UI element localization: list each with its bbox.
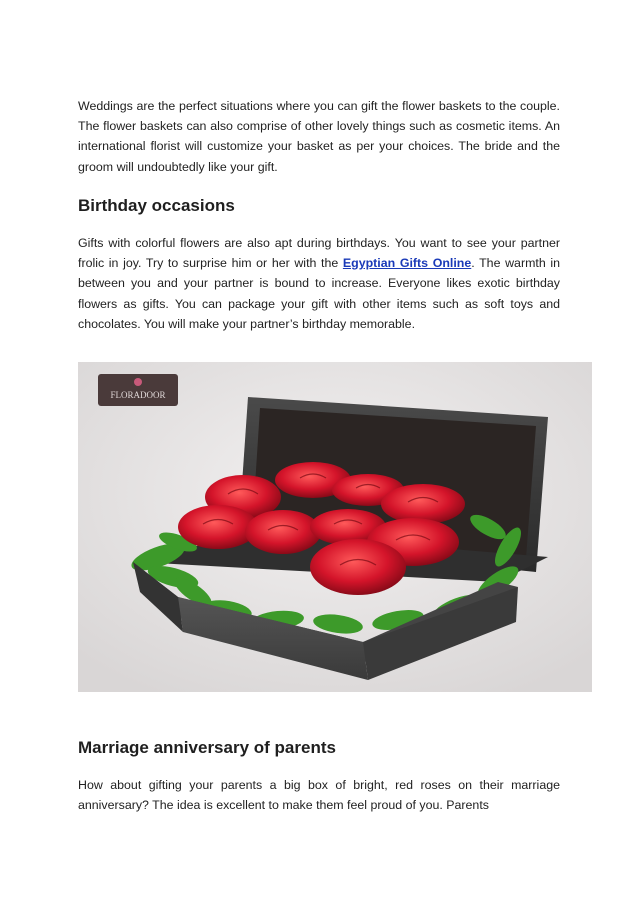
floradoor-logo	[98, 374, 178, 406]
anniversary-paragraph: How about gifting your parents a big box of bright, red roses on their marriage anniversary? The idea is excellent to make them feel proud of you. Parents	[78, 778, 560, 813]
anniversary-heading: Marriage anniversary of parents	[78, 738, 336, 757]
weddings-paragraph: Weddings are the perfect situations where you can gift the flower baskets to the couple. The flower baskets can also comprise of other lovely things such as cosmetic items. An international florist will customize your basket as per your choices. The bride and the groom will undoubtedly like your gift.	[78, 99, 560, 174]
svg-text:FLORADOOR: FLORADOOR	[110, 390, 166, 400]
egyptian-gifts-link[interactable]: Egyptian Gifts Online	[342, 256, 472, 271]
birthday-text-end: . The warmth in between you and your partner is bound to increase. Everyone likes exotic birthday flowers as gifts. You can package your gift with other items such as soft toys and chocolates. You will make your partner’s birthday memorable.	[78, 256, 560, 331]
rose-box-photo	[78, 362, 592, 692]
birthday-paragraph	[78, 233, 560, 334]
birthday-heading: Birthday occasions	[78, 196, 235, 215]
rose-box-illustration	[78, 362, 592, 692]
birthday-text-start: Gifts with colorful flowers are also apt during birthdays. You want to see your partner frolic in joy. Try to surprise him or her with the	[78, 236, 560, 271]
